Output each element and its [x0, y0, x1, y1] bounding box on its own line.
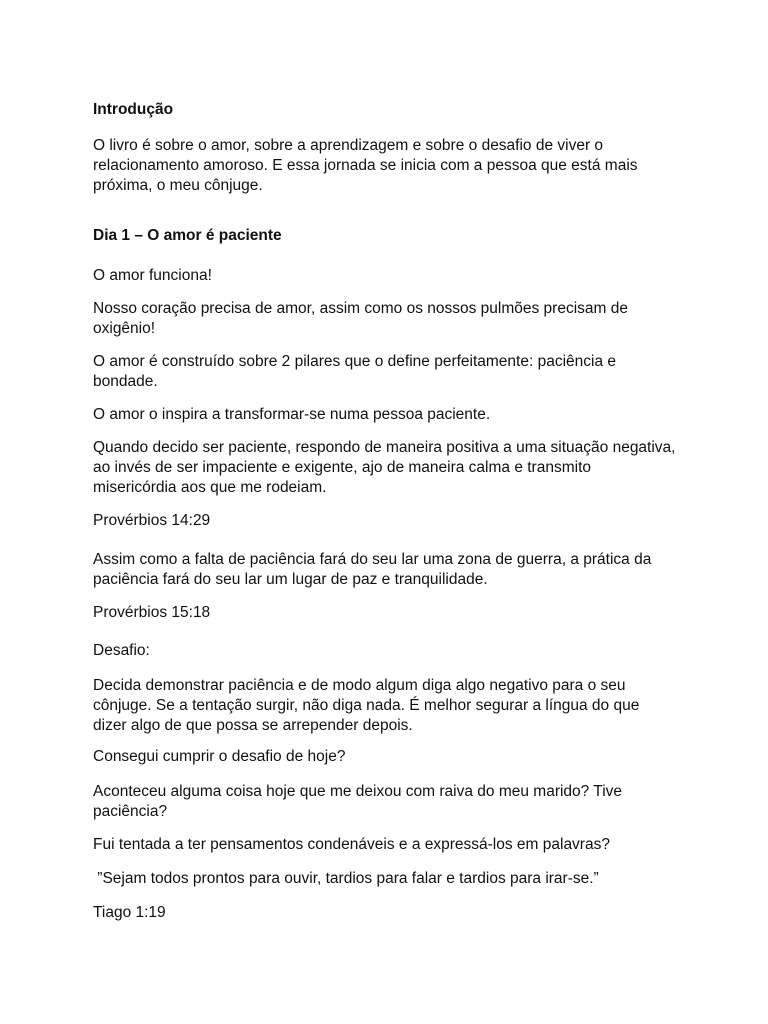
anger-line-2: paciência? — [93, 803, 168, 820]
war-paragraph — [93, 550, 693, 590]
decide-line-3: misericórdia aos que me rodeiam. — [93, 479, 327, 496]
inspire-paragraph: O amor o inspira a transformar-se numa pessoa paciente. — [93, 406, 491, 423]
challenge-label: Desafio: — [93, 642, 150, 659]
reference-proverbs-15-18: Provérbios 15:18 — [93, 604, 211, 621]
heart-line-1: Nosso coração precisa de amor, assim como os nossos pulmões precisam de — [93, 300, 628, 317]
challenge-line-3: dizer algo de que possa se arrepender depois. — [93, 717, 413, 734]
reference-james-1-19: Tiago 1:19 — [93, 904, 166, 921]
day1-heading: Dia 1 – O amor é paciente — [93, 227, 282, 244]
challenge-line-1: Decida demonstrar paciência e de modo algum diga algo negativo para o seu — [93, 677, 626, 694]
anger-line-1: Aconteceu alguma coisa hoje que me deixou com raiva do meu marido? Tive — [93, 783, 623, 800]
war-line-1: Assim como a falta de paciência fará do seu lar uma zona de guerra, a prática da — [93, 551, 652, 568]
decide-paragraph — [93, 438, 693, 498]
reference-proverbs-14-29: Provérbios 14:29 — [93, 512, 211, 529]
heart-line-2: oxigênio! — [93, 320, 156, 337]
intro-heading: Introdução — [93, 101, 174, 118]
pillars-line-1: O amor é construído sobre 2 pilares que o define perfeitamente: paciência e — [93, 353, 617, 370]
love-works-paragraph: O amor funciona! — [93, 267, 212, 284]
decide-line-2: ao invés de ser impaciente e exigente, ajo de maneira calma e transmito — [93, 459, 591, 476]
war-line-2: paciência fará do seu lar um lugar de paz e tranquilidade. — [93, 571, 488, 588]
challenge-line-2: cônjuge. Se a tentação surgir, não diga nada. É melhor segurar a língua do que — [93, 697, 640, 714]
question-today: Consegui cumprir o desafio de hoje? — [93, 748, 346, 765]
challenge-paragraph — [93, 676, 693, 736]
question-thoughts: Fui tentada a ter pensamentos condenáveis e a expressá-los em palavras? — [93, 836, 610, 853]
question-anger — [93, 782, 693, 822]
intro-line-3: próxima, o meu cônjuge. — [93, 177, 263, 194]
bible-quote: ”Sejam todos prontos para ouvir, tardios para falar e tardios para irar-se.” — [93, 870, 599, 887]
intro-line-1: O livro é sobre o amor, sobre a aprendizagem e sobre o desafio de viver o — [93, 137, 604, 154]
intro-paragraph — [93, 136, 693, 196]
pillars-paragraph — [93, 352, 693, 392]
decide-line-1: Quando decido ser paciente, respondo de maneira positiva a uma situação negativa, — [93, 439, 676, 456]
pillars-line-2: bondade. — [93, 373, 158, 390]
heart-paragraph — [93, 299, 693, 339]
intro-line-2: relacionamento amoroso. E essa jornada se inicia com a pessoa que está mais — [93, 157, 638, 174]
